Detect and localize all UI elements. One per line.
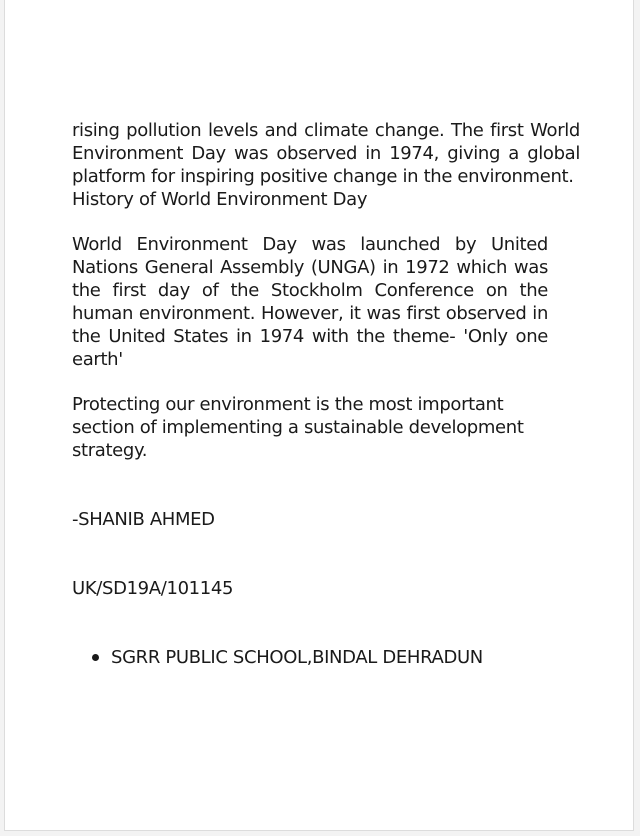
author-name: -SHANIB AHMED: [72, 509, 215, 530]
school-name: SGRR PUBLIC SCHOOL,BINDAL DEHRADUN: [111, 647, 483, 668]
document-body: [72, 119, 580, 669]
spacer: [72, 371, 580, 393]
spacer: [72, 600, 580, 623]
bullet-icon: [92, 654, 99, 661]
spacer: [72, 531, 580, 554]
spacer: [72, 623, 580, 646]
spacer: [72, 485, 580, 508]
registration-id: UK/SD19A/101145: [72, 578, 234, 599]
spacer: [72, 554, 580, 577]
spacer: [72, 211, 580, 233]
paragraph-conclusion: Protecting our environment is the most important section of implementing a sustainable development strategy.: [72, 394, 524, 461]
bullet-list-item: [92, 646, 580, 669]
spacer: [72, 462, 580, 485]
document-page: [4, 0, 634, 831]
section-heading: History of World Environment Day: [72, 189, 368, 210]
paragraph-intro: rising pollution levels and climate change. The first World Environment Day was observed in 1974, giving a global platform for inspiring positive change in the environment.: [72, 120, 580, 187]
paragraph-history: World Environment Day was launched by United Nations General Assembly (UNGA) in 1972 which was the first day of the Stockholm Conference on the human environment. However, it was first observed in the United States in 1974 with the theme- 'Only one earth': [72, 234, 548, 370]
